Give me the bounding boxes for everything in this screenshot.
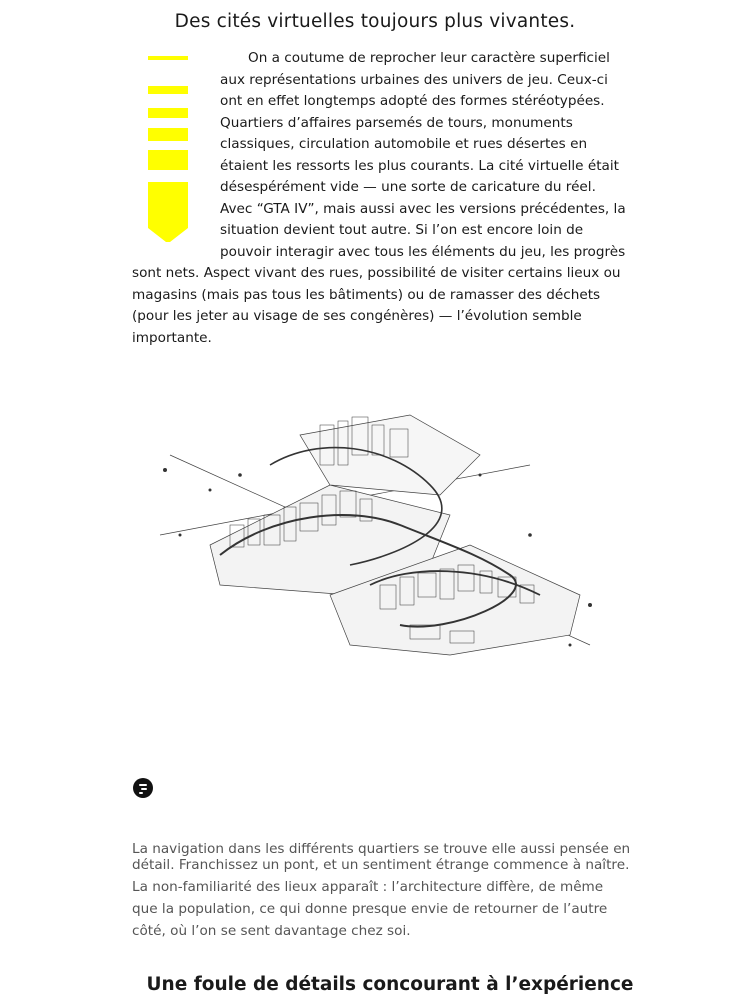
text-line: (pour les jeter au visage de ses congénères) — l’évolution semble bbox=[132, 308, 582, 324]
text-line: aux représentations urbaines des univers de jeu. Ceux-ci bbox=[220, 72, 608, 88]
text-line: ont en effet longtemps adopté des formes stéréotypées. bbox=[220, 93, 605, 109]
text-line: pouvoir interagir avec tous les éléments du jeu, les progrès bbox=[220, 244, 626, 260]
text-line: situation devient tout autre. Si l’on est encore loin de bbox=[220, 222, 584, 238]
text-line: Quartiers d’affaires parsemés de tours, monuments bbox=[220, 115, 573, 131]
text-line: magasins (mais pas tous les bâtiments) ou de ramasser des déchets bbox=[132, 287, 601, 303]
text-line: importante. bbox=[132, 330, 212, 346]
section-subtitle: Une foule de détails concourant à l’expérience bbox=[146, 974, 634, 995]
text-line: côté, où l’on se sent davantage chez soi. bbox=[132, 923, 411, 939]
text-line: On a coutume de reprocher leur caractère superficiel bbox=[248, 50, 610, 66]
text-line: détail. Franchissez un pont, et un sentiment étrange commence à naître. bbox=[132, 857, 630, 873]
text-line: La non-familiarité des lieux apparaît : l’architecture diffère, de même bbox=[132, 879, 604, 895]
text-line: classiques, circulation automobile et rues désertes en bbox=[220, 136, 588, 152]
text-line: que la population, ce qui donne presque envie de retourner de l’autre bbox=[132, 901, 608, 917]
text-line: sont nets. Aspect vivant des rues, possibilité de visiter certains lieux ou bbox=[132, 265, 621, 281]
text-line: Avec “GTA IV”, mais aussi avec les versions précédentes, la bbox=[220, 201, 626, 217]
section-title: Des cités virtuelles toujours plus vivantes. bbox=[174, 11, 576, 32]
text-line: étaient les ressorts les plus courants. La cité virtuelle était bbox=[220, 158, 619, 174]
text-line: La navigation dans les différents quartiers se trouve elle aussi pensée en bbox=[132, 841, 631, 857]
text-line: désespérément vide — une sorte de caricature du réel. bbox=[220, 179, 596, 195]
